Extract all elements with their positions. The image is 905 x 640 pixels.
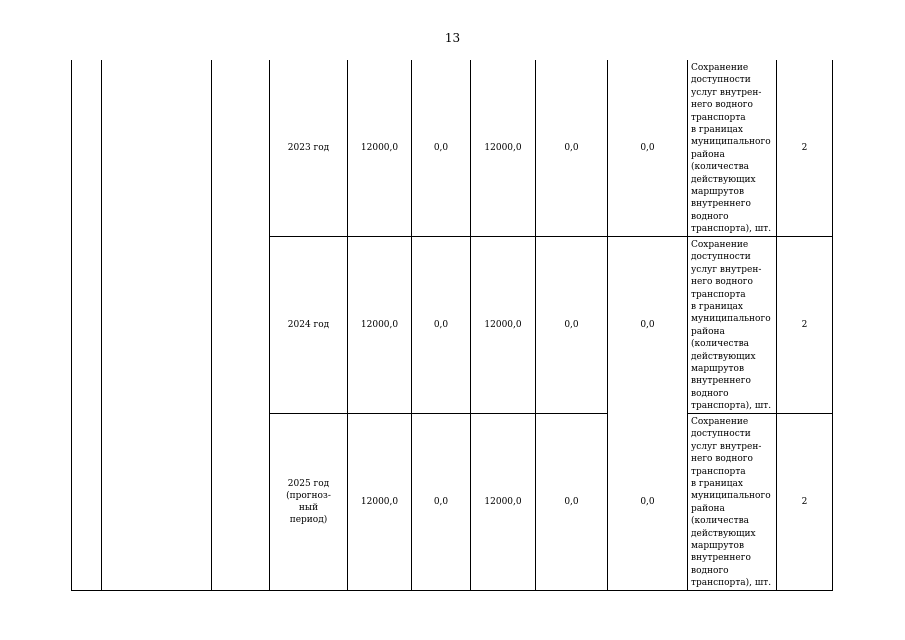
- value-cell: 0,0: [412, 414, 471, 591]
- value-cell: 12000,0: [348, 414, 412, 591]
- indicator-value: 2: [777, 414, 833, 591]
- empty-cell: [72, 414, 102, 591]
- value-cell: 0,0: [608, 237, 688, 414]
- indicator-value: 2: [777, 60, 833, 237]
- value-cell: 12000,0: [471, 414, 536, 591]
- empty-cell: [72, 60, 102, 237]
- empty-cell: [102, 414, 212, 591]
- value-cell: 0,0: [536, 414, 608, 591]
- value-cell: 0,0: [536, 60, 608, 237]
- year-cell: 2025 год (прогноз- ный период): [270, 414, 348, 591]
- value-cell: 12000,0: [348, 60, 412, 237]
- value-cell: 0,0: [536, 237, 608, 414]
- table-row: [72, 414, 833, 591]
- table-row: [72, 60, 833, 237]
- indicator-description: Сохранение доступности услуг внутрен- него водного транспорта в границах муниципального района (количества действующих маршрутов внутреннего водного транспорта), шт.: [688, 237, 777, 414]
- value-cell: 0,0: [608, 414, 688, 591]
- program-table: [71, 60, 833, 591]
- year-cell: 2024 год: [270, 237, 348, 414]
- empty-cell: [102, 237, 212, 414]
- indicator-description: Сохранение доступности услуг внутрен- него водного транспорта в границах муниципального района (количества действующих маршрутов внутреннего водного транспорта), шт.: [688, 60, 777, 237]
- year-cell: 2023 год: [270, 60, 348, 237]
- empty-cell: [72, 237, 102, 414]
- empty-cell: [102, 60, 212, 237]
- value-cell: 0,0: [412, 237, 471, 414]
- empty-cell: [212, 237, 270, 414]
- table-row: [72, 237, 833, 414]
- empty-cell: [212, 414, 270, 591]
- value-cell: 12000,0: [348, 237, 412, 414]
- value-cell: 12000,0: [471, 60, 536, 237]
- value-cell: 12000,0: [471, 237, 536, 414]
- indicator-description: Сохранение доступности услуг внутрен- него водного транспорта в границах муниципального района (количества действующих маршрутов внутреннего водного транспорта), шт.: [688, 414, 777, 591]
- empty-cell: [212, 60, 270, 237]
- indicator-value: 2: [777, 237, 833, 414]
- value-cell: 0,0: [608, 60, 688, 237]
- page-number: 13: [444, 31, 461, 45]
- value-cell: 0,0: [412, 60, 471, 237]
